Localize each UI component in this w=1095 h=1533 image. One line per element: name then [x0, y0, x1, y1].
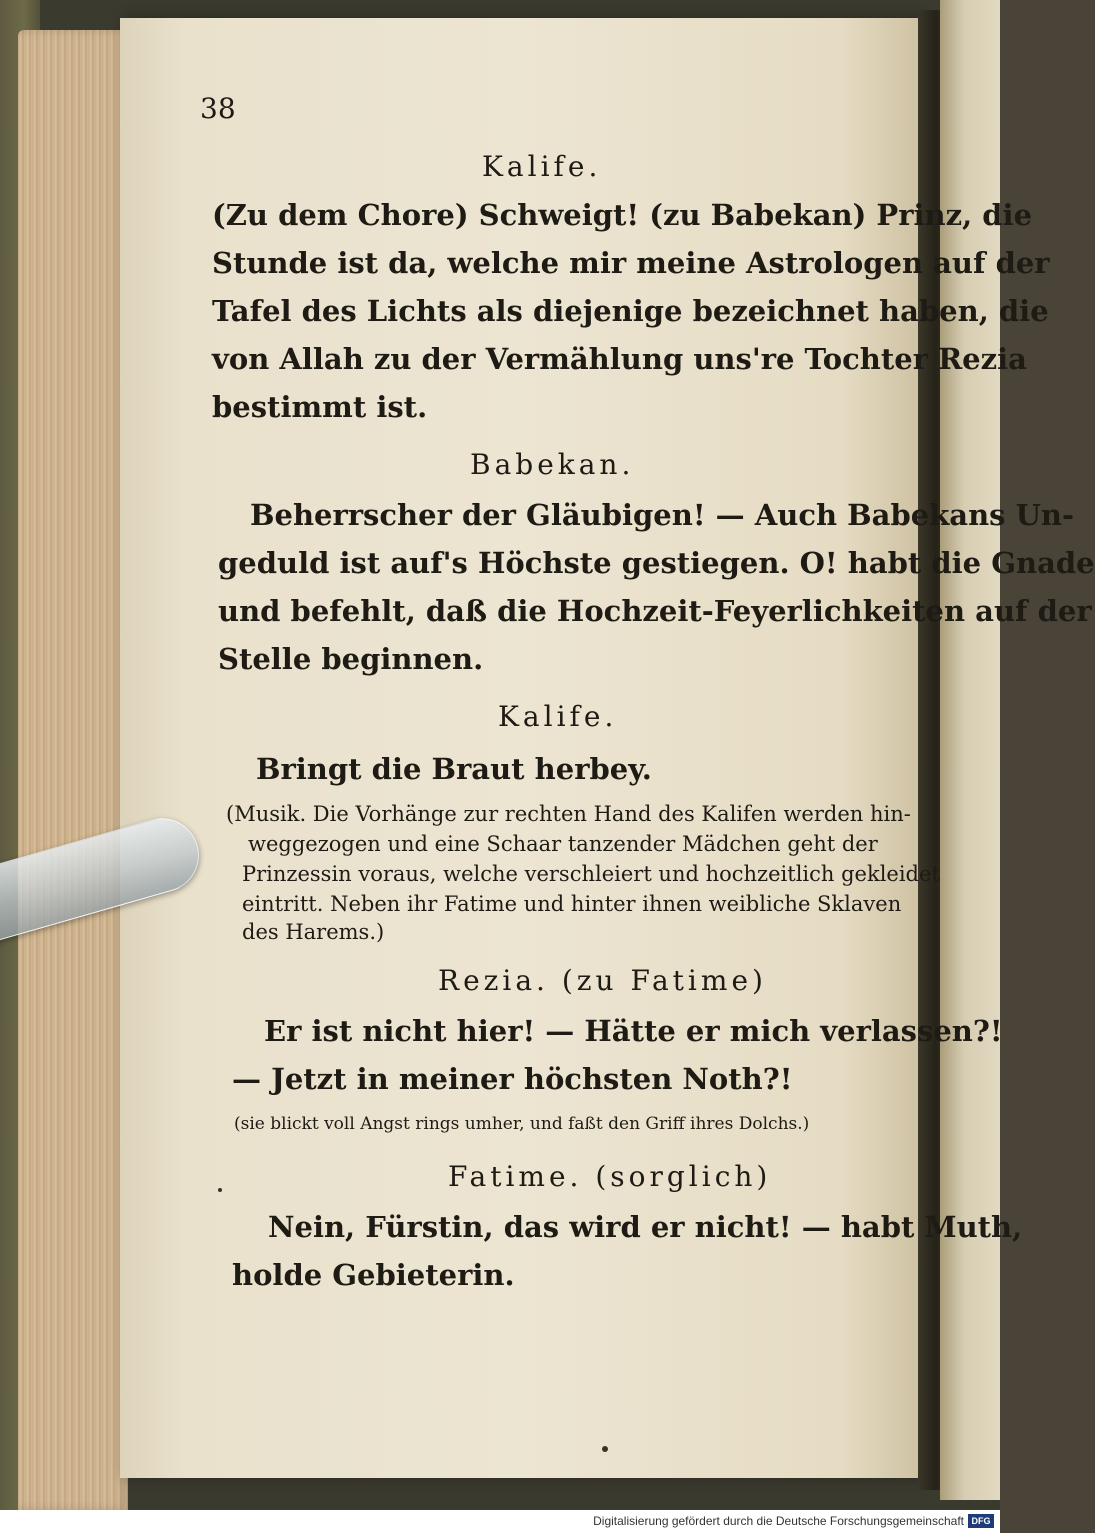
speaker-heading: Babekan.: [470, 448, 635, 481]
text-line: und befehlt, daß die Hochzeit-Feyerlichkeiten auf der: [218, 594, 1092, 628]
text-line: Beherrscher der Gläubigen! — Auch Babekans Un-: [250, 498, 1074, 532]
stage-direction: (Musik. Die Vorhänge zur rechten Hand des Kalifen werden hin-: [226, 802, 911, 826]
ink-speck: [218, 1188, 222, 1192]
text-line: Er ist nicht hier! — Hätte er mich verlassen?!: [264, 1014, 1003, 1048]
page-number: 38: [200, 92, 236, 125]
stage-direction: (sie blickt voll Angst rings umher, und faßt den Griff ihres Dolchs.): [234, 1114, 810, 1134]
stage-direction: Prinzessin voraus, welche verschleiert und hochzeitlich gekleidet: [242, 862, 940, 886]
text-line: geduld ist auf's Höchste gestiegen. O! habt die Gnade: [218, 546, 1095, 580]
text-line: bestimmt ist.: [212, 390, 428, 424]
stage-direction: eintritt. Neben ihr Fatime und hinter ihnen weibliche Sklaven: [242, 892, 902, 916]
speaker-heading: Rezia. (zu Fatime): [438, 964, 767, 997]
speaker-heading: Kalife.: [482, 150, 602, 183]
dfg-logo: DFG: [968, 1514, 994, 1528]
text-line: (Zu dem Chore) Schweigt! (zu Babekan) Prinz, die: [212, 198, 1033, 232]
stage-direction: des Harems.): [242, 920, 385, 944]
speaker-heading: Fatime. (sorglich): [448, 1160, 772, 1193]
ink-speck: [602, 1446, 608, 1452]
stage-direction: weggezogen und eine Schaar tanzender Mädchen geht der: [248, 832, 878, 856]
text-line: holde Gebieterin.: [232, 1258, 515, 1292]
text-line: Nein, Fürstin, das wird er nicht! — habt Muth,: [268, 1210, 1023, 1244]
text-line: Bringt die Braut herbey.: [256, 752, 652, 786]
text-line: — Jetzt in meiner höchsten Noth?!: [232, 1062, 793, 1096]
text-line: Stunde ist da, welche mir meine Astrologen auf der: [212, 246, 1050, 280]
text-line: Stelle beginnen.: [218, 642, 484, 676]
footer-bar: [0, 1510, 1000, 1533]
text-line: Tafel des Lichts als diejenige bezeichnet haben, die: [212, 294, 1049, 328]
footer-credit: Digitalisierung gefördert durch die Deutsche Forschungsgemeinschaft: [593, 1514, 964, 1528]
speaker-heading: Kalife.: [498, 700, 618, 733]
book-page-edges: [18, 30, 128, 1510]
text-line: von Allah zu der Vermählung uns're Tochter Rezia: [212, 342, 1027, 376]
